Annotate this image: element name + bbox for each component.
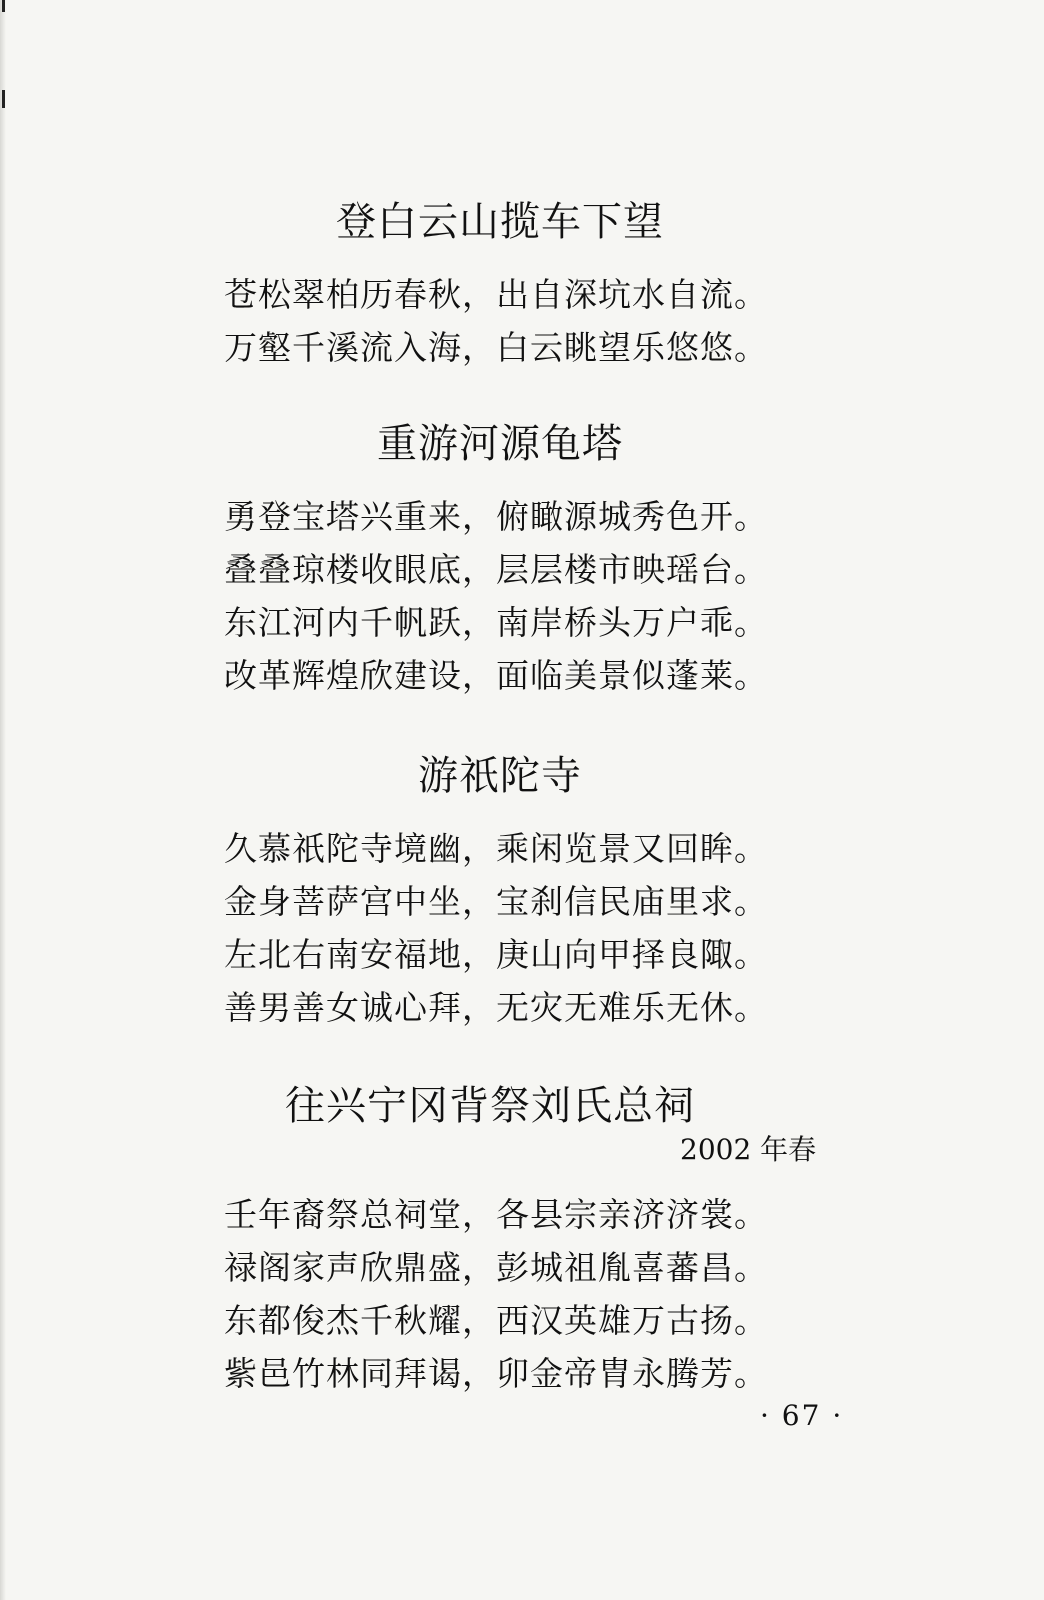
poem-line: 东江河内千帆跃，南岸桥头万户乖。	[224, 603, 768, 642]
poem-line: 壬年裔祭总祠堂，各县宗亲济济裳。	[224, 1195, 768, 1234]
poem-line: 万壑千溪流入海，白云眺望乐悠悠。	[224, 328, 768, 367]
poem-line: 紫邑竹林同拜谒，卯金帝胄永腾芳。	[224, 1354, 768, 1393]
poem-body	[224, 822, 784, 1034]
poem-body	[224, 1188, 784, 1400]
poem-line: 金身菩萨宫中坐，宝刹信民庙里求。	[224, 882, 768, 921]
poem-line: 叠叠琼楼收眼底，层层楼市映瑶台。	[224, 550, 768, 589]
poem-line: 善男善女诚心拜，无灾无难乐无休。	[224, 988, 768, 1027]
poem-title: 重游河源龟塔	[377, 421, 623, 467]
poem-body	[224, 268, 784, 374]
poem-title: 登白云山揽车下望	[336, 199, 664, 245]
poem-line: 禄阁家声欣鼎盛，彭城祖胤喜蕃昌。	[224, 1248, 768, 1287]
poem-body	[224, 490, 784, 702]
poem-line: 久慕祇陀寺境幽，乘闲览景又回眸。	[224, 829, 768, 868]
poem-title: 往兴宁冈背祭刘氏总祠	[285, 1083, 695, 1129]
poem-line: 苍松翠柏历春秋，出自深坑水自流。	[224, 275, 768, 314]
poem-line: 左北右南安福地，庚山向甲择良陬。	[224, 935, 768, 974]
poem-title: 游祇陀寺	[418, 753, 582, 799]
poem-date: 2002 年春	[680, 1133, 817, 1166]
page-number: · 67 ·	[760, 1399, 844, 1432]
poem-line: 改革辉煌欣建设，面临美景似蓬莱。	[224, 656, 768, 695]
poem-line: 勇登宝塔兴重来，俯瞰源城秀色开。	[224, 497, 768, 536]
poem-line: 东都俊杰千秋耀，西汉英雄万古扬。	[224, 1301, 768, 1340]
